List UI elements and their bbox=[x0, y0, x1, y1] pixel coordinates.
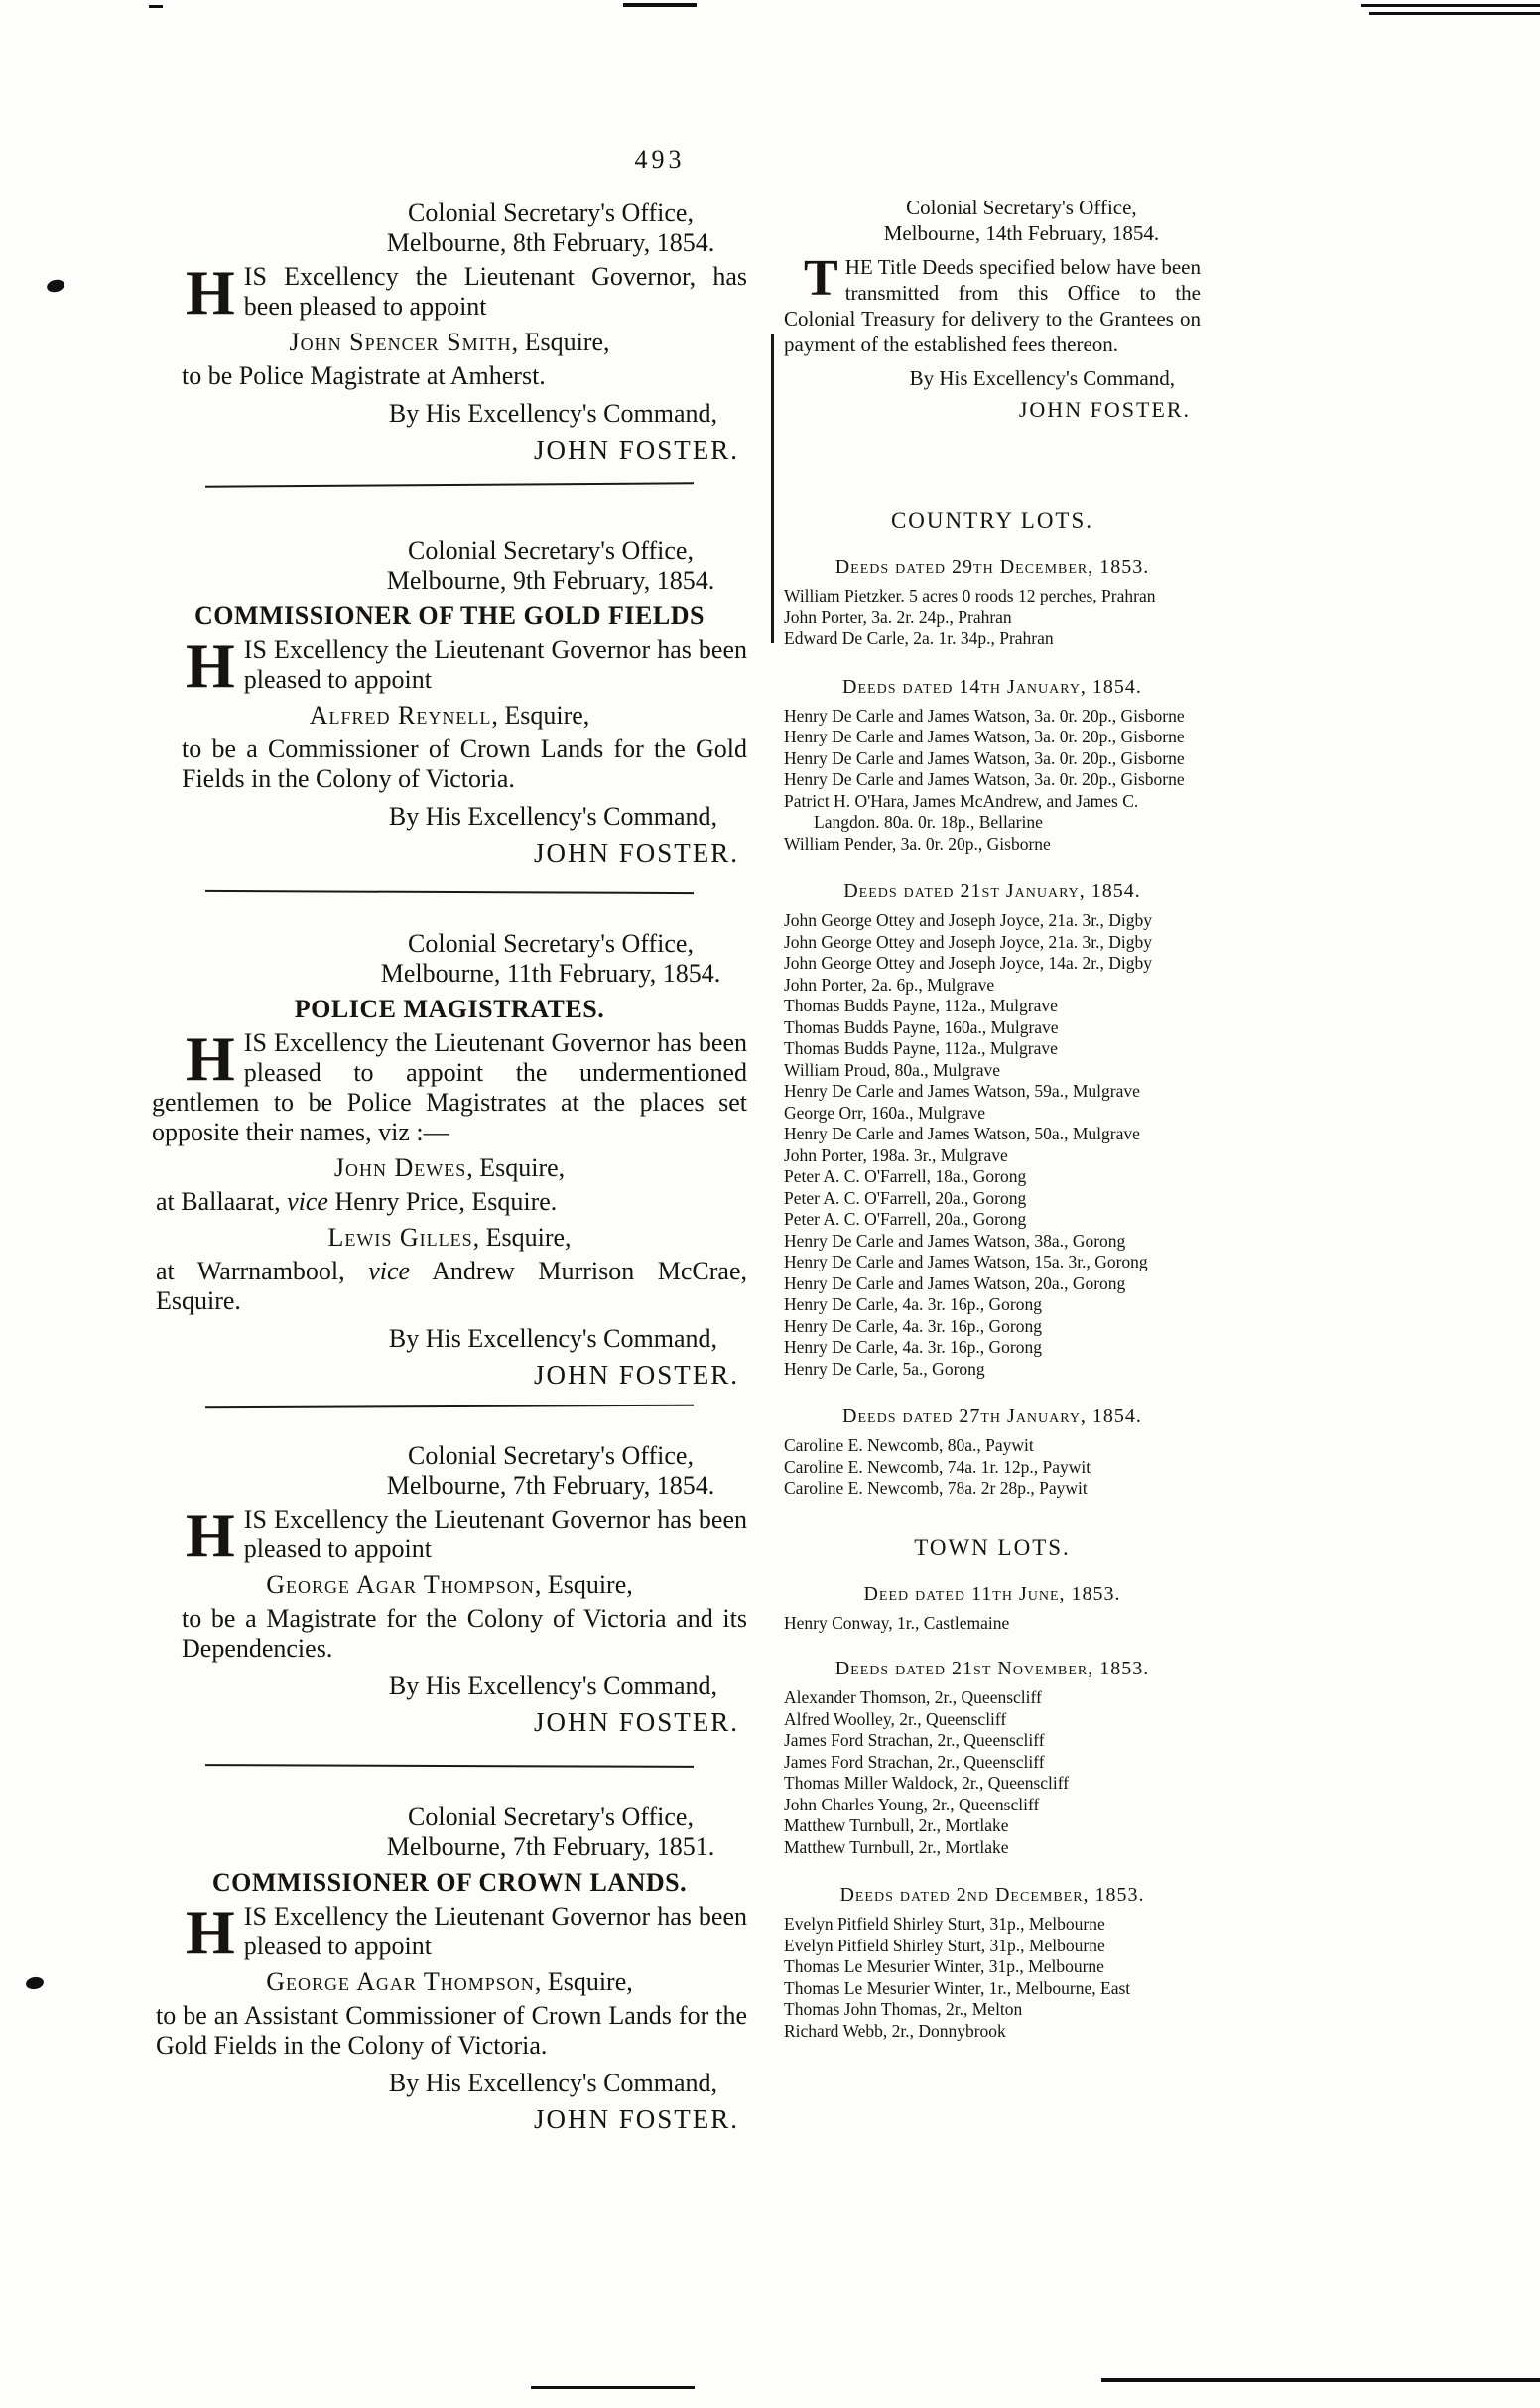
command-line: By His Excellency's Command, bbox=[388, 1672, 717, 1700]
signature: JOHN FOSTER. bbox=[533, 2104, 739, 2134]
drop-cap: T bbox=[804, 250, 838, 307]
appointee-name-line bbox=[152, 1570, 747, 1600]
deed-entry: Thomas Miller Waldock, 2r., Queenscliff bbox=[784, 1773, 1070, 1793]
notice-body-text: IS Excellency the Lieutenant Governor has been pleased to appoint bbox=[243, 635, 747, 694]
ink-blot bbox=[25, 1976, 45, 1991]
notice-body-text: IS Excellency the Lieutenant Governor has been pleased to appoint the undermentioned gentlemen to be Police Magistrates at the places set opposite their names, viz :— bbox=[152, 1028, 747, 1146]
dateline-office: Colonial Secretary's Office, bbox=[408, 536, 694, 565]
ink-blot bbox=[46, 278, 65, 294]
deed-entry: Alexander Thomson, 2r., Queenscliff bbox=[784, 1687, 1042, 1707]
dateline-office: Colonial Secretary's Office, bbox=[906, 196, 1137, 219]
deed-entry: Henry De Carle and James Watson, 3a. 0r. 20p., Gisborne bbox=[784, 727, 1185, 746]
dateline-place-date: Melbourne, 8th February, 1854. bbox=[386, 228, 715, 257]
deed-entry: Henry De Carle and James Watson, 3a. 0r. 20p., Gisborne bbox=[784, 705, 1185, 726]
notice-magistrate-appointment bbox=[152, 1441, 747, 1737]
dateline-place-date: Melbourne, 11th February, 1854. bbox=[380, 959, 721, 988]
appointee-name-suffix: , Esquire, bbox=[491, 701, 590, 730]
deed-entry: Peter A. C. O'Farrell, 18a., Gorong bbox=[784, 1166, 1027, 1186]
signature: JOHN FOSTER. bbox=[1018, 397, 1191, 422]
dateline bbox=[354, 199, 747, 258]
detail-text: to be a Magistrate for the Colony of Victoria and its Dependencies. bbox=[182, 1604, 747, 1663]
detail-text: to be Police Magistrate at Amherst. bbox=[182, 361, 546, 390]
deed-entry: Caroline E. Newcomb, 74a. 1r. 12p., Paywit bbox=[784, 1456, 1091, 1477]
deed-entry: Henry Conway, 1r., Castlemaine bbox=[784, 1612, 1010, 1633]
deed-entry: John Porter, 3a. 2r. 24p., Prahran bbox=[784, 606, 1012, 627]
notice-body-text: HE Title Deeds specified below have been transmitted from this Office to the Colonial Treasury for delivery to the Grantees on payment of the established fees thereon. bbox=[784, 255, 1201, 356]
signature: JOHN FOSTER. bbox=[533, 435, 739, 465]
deed-entry: Henry De Carle and James Watson, 3a. 0r. 20p., Gisborne bbox=[784, 747, 1185, 768]
left-column bbox=[152, 0, 747, 2134]
deed-list bbox=[784, 586, 1201, 650]
section-title-town-lots: TOWN LOTS. bbox=[914, 1535, 1071, 1560]
deed-entry: Henry De Carle and James Watson, 3a. 0r. 20p., Gisborne bbox=[784, 769, 1185, 789]
deed-group-heading: Deeds dated 14th January, 1854. bbox=[842, 675, 1142, 698]
separator-rule bbox=[205, 1764, 694, 1768]
detail-text: to be an Assistant Commissioner of Crown Lands for the Gold Fields in the Colony of Victoria. bbox=[156, 2001, 747, 2060]
appointee-name: Lewis Gilles bbox=[327, 1223, 473, 1252]
scan-artifact-line bbox=[531, 2386, 695, 2389]
deed-entry: Richard Webb, 2r., Donnybrook bbox=[784, 2020, 1006, 2041]
notice-police-magistrates bbox=[152, 929, 747, 1390]
notice-body bbox=[152, 1023, 747, 1147]
appointment-detail bbox=[156, 2001, 747, 2061]
dateline-place-date: Melbourne, 7th February, 1851. bbox=[386, 1832, 715, 1861]
notice-heading: COMMISSIONER OF THE GOLD FIELDS bbox=[194, 602, 705, 630]
deed-entry: Henry De Carle and James Watson, 20a., Gorong bbox=[784, 1272, 1126, 1293]
command-line: By His Excellency's Command, bbox=[909, 366, 1175, 390]
drop-cap: H bbox=[186, 1023, 235, 1094]
appointee-name: John Spencer Smith bbox=[289, 328, 512, 356]
appointee-name-line bbox=[152, 1153, 747, 1183]
appointee-name-line bbox=[152, 328, 747, 357]
detail-text: Andrew Murrison McCrae, Esquire. bbox=[156, 1257, 747, 1315]
scan-artifact-line bbox=[1361, 4, 1540, 7]
drop-cap: H bbox=[186, 1897, 235, 1967]
deed-entry: Thomas Budds Payne, 112a., Mulgrave bbox=[784, 1038, 1058, 1058]
dateline bbox=[842, 195, 1201, 246]
drop-cap: H bbox=[186, 630, 235, 701]
deed-entry: Henry De Carle, 4a. 3r. 16p., Gorong bbox=[784, 1315, 1043, 1336]
notice-title-deeds bbox=[784, 195, 1201, 423]
column-divider-rule bbox=[771, 334, 774, 643]
signature: JOHN FOSTER. bbox=[533, 1707, 739, 1737]
notice-police-magistrate-amherst bbox=[152, 199, 747, 465]
deed-list bbox=[784, 1613, 1201, 1635]
deed-entry: Henry De Carle, 4a. 3r. 16p., Gorong bbox=[784, 1337, 1043, 1357]
notice-body-text: IS Excellency the Lieutenant Governor, has been pleased to appoint bbox=[243, 262, 747, 321]
deed-entry: William Pender, 3a. 0r. 20p., Gisborne bbox=[784, 833, 1051, 854]
deed-entry: George Orr, 160a., Mulgrave bbox=[784, 1102, 986, 1123]
deed-entry: Thomas Le Mesurier Winter, 1r., Melbourne, East bbox=[784, 1977, 1131, 1998]
appointment-detail bbox=[182, 1604, 747, 1664]
deed-group-heading: Deeds dated 2nd December, 1853. bbox=[839, 1884, 1145, 1906]
deed-entry: Henry De Carle and James Watson, 15a. 3r., Gorong bbox=[784, 1252, 1148, 1271]
drop-cap: H bbox=[186, 257, 235, 328]
deed-group-heading: Deeds dated 21st January, 1854. bbox=[843, 880, 1141, 902]
deed-entry: James Ford Strachan, 2r., Queenscliff bbox=[784, 1730, 1045, 1750]
detail-text: at Ballaarat, bbox=[156, 1187, 288, 1216]
dateline-place-date: Melbourne, 14th February, 1854. bbox=[883, 221, 1160, 245]
appointee-name-suffix: , Esquire, bbox=[466, 1153, 566, 1182]
deed-entry: Caroline E. Newcomb, 80a., Paywit bbox=[784, 1435, 1034, 1455]
deed-entry: Alfred Woolley, 2r., Queenscliff bbox=[784, 1708, 1007, 1729]
deed-entry: John George Ottey and Joseph Joyce, 21a. 3r., Digby bbox=[784, 910, 1153, 930]
appointee-name-line bbox=[152, 1223, 747, 1253]
deed-entry: John Porter, 198a. 3r., Mulgrave bbox=[784, 1144, 1008, 1165]
separator-rule bbox=[205, 482, 694, 487]
deed-entry: William Proud, 80a., Mulgrave bbox=[784, 1059, 1001, 1080]
deed-entry: John George Ottey and Joseph Joyce, 21a. 3r., Digby bbox=[784, 931, 1153, 952]
dateline bbox=[354, 1803, 747, 1862]
deed-list bbox=[784, 910, 1201, 1380]
deed-entry: John George Ottey and Joseph Joyce, 14a. 2r., Digby bbox=[784, 953, 1153, 973]
deed-entry: Thomas Budds Payne, 112a., Mulgrave bbox=[784, 996, 1058, 1015]
deed-list bbox=[784, 706, 1201, 856]
deed-entry: Evelyn Pitfield Shirley Sturt, 31p., Melbourne bbox=[784, 1935, 1105, 1955]
vice-word: vice bbox=[287, 1187, 328, 1216]
deed-entry: Thomas Budds Payne, 160a., Mulgrave bbox=[784, 1016, 1059, 1037]
deed-entry: Henry De Carle and James Watson, 59a., Mulgrave bbox=[784, 1081, 1140, 1101]
notice-heading: COMMISSIONER OF CROWN LANDS. bbox=[211, 1868, 688, 1897]
deed-list bbox=[784, 1914, 1201, 2042]
drop-cap: H bbox=[186, 1500, 235, 1570]
appointment-detail bbox=[156, 1187, 747, 1217]
notice-body bbox=[152, 1500, 747, 1570]
appointment-detail bbox=[182, 361, 747, 391]
dateline-place-date: Melbourne, 9th February, 1854. bbox=[386, 566, 715, 595]
deed-entry: William Pietzker. 5 acres 0 roods 12 perches, Prahran bbox=[784, 586, 1156, 605]
deed-entry: Patrict H. O'Hara, James McAndrew, and James C. Langdon. 80a. 0r. 18p., Bellarine bbox=[784, 790, 1139, 832]
section-title-country-lots: COUNTRY LOTS. bbox=[890, 508, 1094, 533]
dateline bbox=[354, 536, 747, 596]
notice-body bbox=[152, 257, 747, 328]
deed-entry: Thomas John Thomas, 2r., Melton bbox=[784, 1999, 1023, 2019]
deed-entry: Matthew Turnbull, 2r., Mortlake bbox=[784, 1836, 1009, 1857]
deed-entry: John Charles Young, 2r., Queenscliff bbox=[784, 1794, 1040, 1814]
deed-list bbox=[784, 1687, 1201, 1858]
notice-gold-fields-commissioner bbox=[152, 536, 747, 868]
appointee-name: George Agar Thompson bbox=[266, 1967, 535, 1996]
command-line: By His Excellency's Command, bbox=[388, 1324, 717, 1353]
appointee-name-suffix: , Esquire, bbox=[534, 1570, 633, 1599]
deed-group-heading: Deeds dated 27th January, 1854. bbox=[842, 1405, 1142, 1427]
notice-crown-lands-commissioner bbox=[152, 1803, 747, 2134]
deed-entry: Henry De Carle and James Watson, 50a., Mulgrave bbox=[784, 1124, 1140, 1143]
detail-text: to be a Commissioner of Crown Lands for the Gold Fields in the Colony of Victoria. bbox=[182, 735, 747, 793]
notice-body bbox=[152, 630, 747, 701]
appointee-name-line bbox=[152, 701, 747, 731]
deed-entry: John Porter, 2a. 6p., Mulgrave bbox=[784, 974, 995, 995]
command-line: By His Excellency's Command, bbox=[388, 2069, 717, 2097]
dateline-office: Colonial Secretary's Office, bbox=[408, 199, 694, 227]
notice-body bbox=[152, 1897, 747, 1967]
deed-entry: Henry De Carle and James Watson, 38a., Gorong bbox=[784, 1230, 1126, 1251]
appointee-name: Alfred Reynell bbox=[309, 701, 492, 730]
vice-word: vice bbox=[368, 1257, 411, 1285]
appointee-name-suffix: , Esquire, bbox=[534, 1967, 633, 1996]
deed-entry: Evelyn Pitfield Shirley Sturt, 31p., Melbourne bbox=[784, 1914, 1105, 1934]
deed-group-heading: Deeds dated 29th December, 1853. bbox=[834, 556, 1150, 578]
deed-entry: Henry De Carle, 4a. 3r. 16p., Gorong bbox=[784, 1294, 1043, 1314]
deed-entry: Peter A. C. O'Farrell, 20a., Gorong bbox=[784, 1187, 1027, 1208]
detail-text: at Warrnambool, bbox=[156, 1257, 369, 1285]
separator-rule bbox=[205, 890, 694, 894]
appointment-detail bbox=[156, 1257, 747, 1316]
dateline bbox=[354, 1441, 747, 1501]
notice-body-text: IS Excellency the Lieutenant Governor has been pleased to appoint bbox=[243, 1902, 747, 1960]
appointment-detail bbox=[182, 735, 747, 794]
deed-entry: Thomas Le Mesurier Winter, 31p., Melbourne bbox=[784, 1956, 1104, 1976]
deed-entry: Peter A. C. O'Farrell, 20a., Gorong bbox=[784, 1209, 1027, 1229]
notice-body-text: IS Excellency the Lieutenant Governor has been pleased to appoint bbox=[243, 1505, 747, 1563]
appointee-name-line bbox=[152, 1967, 747, 1997]
appointee-name-suffix: , Esquire, bbox=[472, 1223, 572, 1252]
signature: JOHN FOSTER. bbox=[533, 838, 739, 868]
signature: JOHN FOSTER. bbox=[533, 1360, 739, 1390]
deed-entry: Caroline E. Newcomb, 78a. 2r 28p., Paywit bbox=[784, 1478, 1088, 1498]
dateline bbox=[354, 929, 747, 989]
deed-entry: Henry De Carle, 5a., Gorong bbox=[784, 1358, 985, 1379]
scan-artifact-line bbox=[1369, 12, 1540, 15]
scan-artifact-line bbox=[1101, 2378, 1540, 2382]
dateline-office: Colonial Secretary's Office, bbox=[408, 1803, 694, 1831]
separator-rule bbox=[205, 1405, 694, 1409]
dateline-place-date: Melbourne, 7th February, 1854. bbox=[386, 1471, 715, 1500]
appointee-name-suffix: , Esquire, bbox=[511, 328, 610, 356]
command-line: By His Excellency's Command, bbox=[388, 399, 717, 428]
dateline-office: Colonial Secretary's Office, bbox=[408, 1441, 694, 1470]
notice-body bbox=[784, 250, 1201, 357]
dateline-office: Colonial Secretary's Office, bbox=[408, 929, 694, 958]
deed-group-heading: Deed dated 11th June, 1853. bbox=[863, 1582, 1121, 1605]
command-line: By His Excellency's Command, bbox=[388, 802, 717, 831]
notice-heading: POLICE MAGISTRATES. bbox=[294, 995, 605, 1023]
deed-entry: James Ford Strachan, 2r., Queenscliff bbox=[784, 1751, 1045, 1772]
right-column bbox=[784, 0, 1201, 2042]
page-number: 493 bbox=[634, 145, 686, 174]
appointee-name: John Dewes bbox=[333, 1153, 467, 1182]
appointee-name: George Agar Thompson bbox=[266, 1570, 535, 1599]
deed-entry: Edward De Carle, 2a. 1r. 34p., Prahran bbox=[784, 628, 1054, 648]
deed-list bbox=[784, 1435, 1201, 1500]
deed-entry: Matthew Turnbull, 2r., Mortlake bbox=[784, 1815, 1009, 1835]
deed-group-heading: Deeds dated 21st November, 1853. bbox=[834, 1658, 1150, 1679]
detail-text: Henry Price, Esquire. bbox=[327, 1187, 558, 1216]
